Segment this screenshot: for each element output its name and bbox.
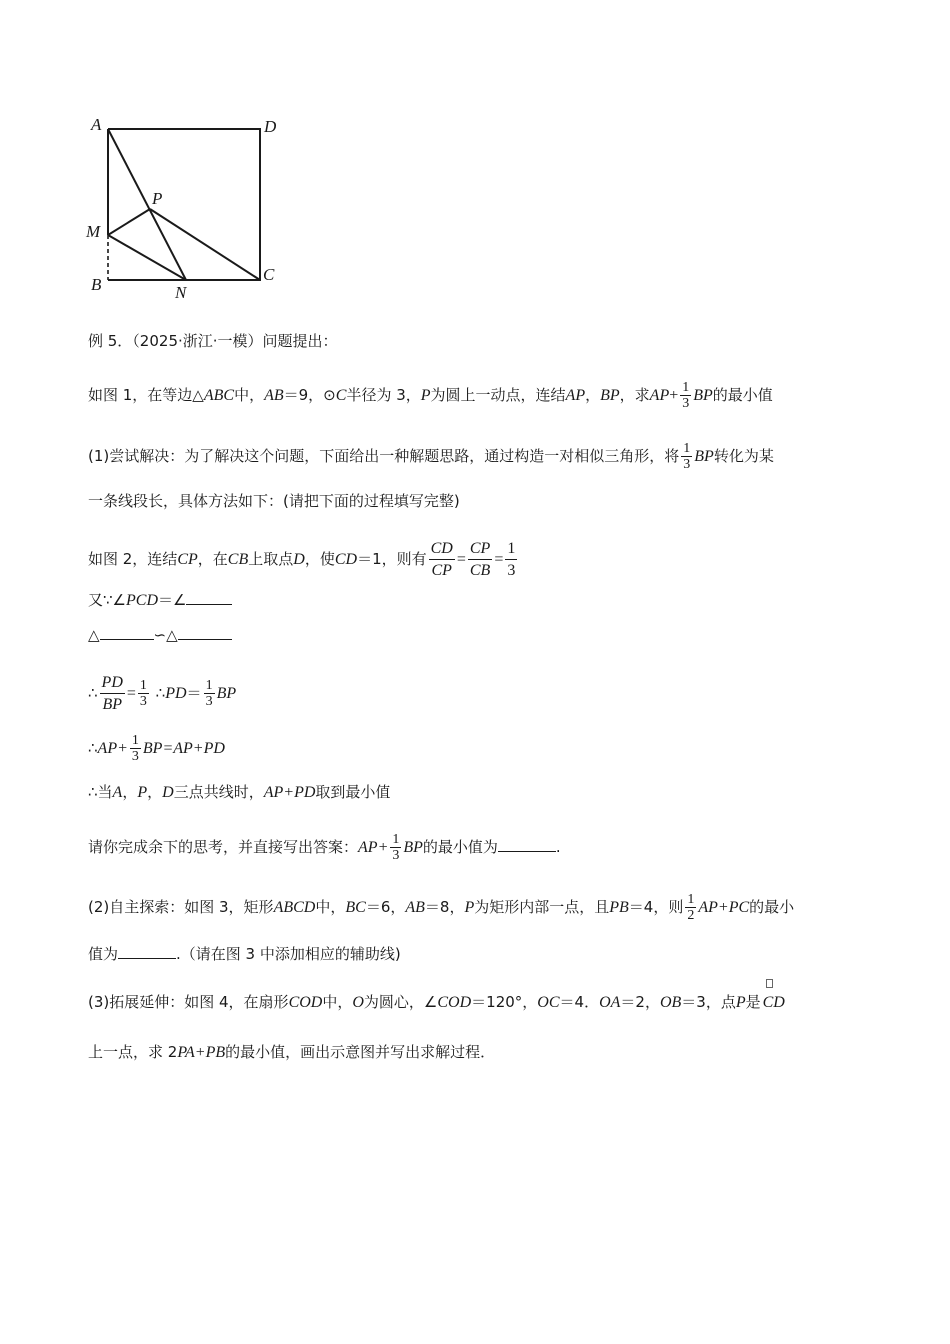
- step-angle-equal: 又∵∠PCD＝∠: [88, 590, 232, 611]
- label-b: B: [91, 275, 102, 294]
- question-3-line-2: 上一点，求 2PA+PB的最小值，画出示意图并写出求解过程．: [88, 1043, 496, 1061]
- question-1-line-1: (1)尝试解决：为了解决这个问题，下面给出一种解题思路，通过构造一对相似三角形，将 $\frac{1}{3}$ BP转化为某: [88, 441, 774, 472]
- step-similar-triangles: △ ∽△: [88, 625, 232, 645]
- step-sum-equal: ∴AP+ $\frac{1}{3}$ BP=AP+PD: [88, 733, 225, 764]
- label-p: P: [152, 189, 163, 208]
- answer-blank[interactable]: [186, 590, 232, 605]
- example-heading: 例 5．（2025·浙江·一模）问题提出：: [88, 332, 338, 350]
- problem-statement: 如图 1，在等边△ABC中，AB＝9，⊙C半径为 3，P为圆上一动点，连结AP，BP，求AP+ $\frac{1}{3}$ BP的最小值: [88, 380, 773, 411]
- figure-2-construction: 如图 2，连结CP，在CB上取点D，使CD＝1，则有 $\frac{CD}{CP}$ = $\frac{CP}{CB}$ = $\frac{1}{3}$: [88, 540, 516, 579]
- arc-cd: CD: [763, 992, 785, 1013]
- answer-blank[interactable]: [178, 625, 232, 640]
- square-outline: [108, 129, 260, 280]
- step-ratio: ∴ $\frac{PD}{BP}$ = $\frac{1}{3}$ ∴PD＝ $\frac{1}{3}$ BP: [88, 674, 237, 713]
- step-collinear: ∴当A，P，D三点共线时，AP+PD取到最小值: [88, 783, 391, 801]
- fraction-one-third: $\frac{1}{3}$: [682, 380, 690, 411]
- question-2-line-2: 值为 .（请在图 3 中添加相应的辅助线): [88, 945, 401, 963]
- label-c: C: [263, 265, 275, 284]
- question-1-line-2: 一条线段长，具体方法如下：(请把下面的过程填写完整): [88, 492, 460, 510]
- question-2-line-1: (2)自主探索：如图 3，矩形ABCD中，BC＝6，AB＝8，P为矩形内部一点，且PB＝4，则 $\frac{1}{2}$ AP+PC的最小: [88, 892, 795, 923]
- label-a: A: [91, 115, 102, 134]
- geometry-figure: [80, 108, 380, 308]
- answer-blank[interactable]: [498, 837, 556, 852]
- answer-blank[interactable]: [118, 944, 176, 959]
- label-d: D: [264, 117, 277, 136]
- label-n: N: [175, 283, 187, 302]
- segment-mp: [108, 209, 150, 235]
- question-3-line-1: (3)拓展延伸：如图 4，在扇形COD中，O为圆心，∠COD＝120°，OC＝4．OA＝2，OB＝3，点P是 CD: [88, 992, 785, 1013]
- label-m: M: [86, 222, 101, 241]
- answer-blank[interactable]: [100, 625, 154, 640]
- step-answer: 请你完成余下的思考，并直接写出答案：AP+ $\frac{1}{3}$ BP的最小值为 .: [88, 832, 561, 863]
